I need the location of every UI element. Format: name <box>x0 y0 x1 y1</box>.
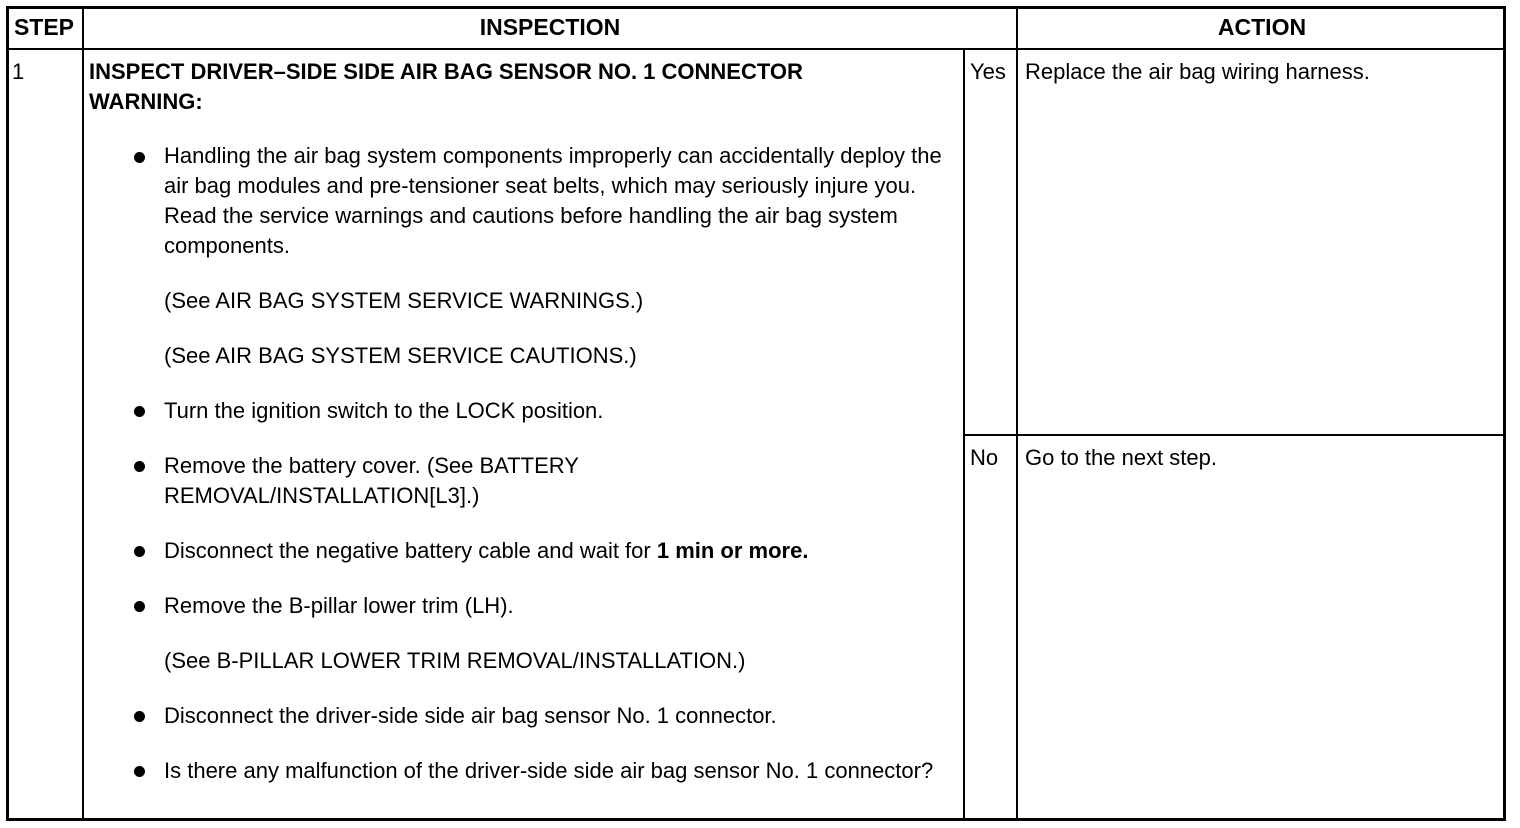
inspection-item: Disconnect the driver-side side air bag sensor No. 1 connector. <box>164 703 777 728</box>
header-step: STEP <box>13 13 75 40</box>
header-action: ACTION <box>1217 13 1307 40</box>
result-yes: Yes <box>970 59 1006 84</box>
inspection-reference: (See AIR BAG SYSTEM SERVICE CAUTIONS.) <box>164 343 637 368</box>
bullet-icon <box>134 406 145 417</box>
inspection-item: Is there any malfunction of the driver-side side air bag sensor No. 1 connector? <box>164 758 934 783</box>
header-divider <box>6 48 1506 50</box>
header-inspection: INSPECTION <box>479 13 621 40</box>
bullet-icon <box>134 766 145 777</box>
inspection-item: Remove the battery cover. (See BATTERY REMOVAL/INSTALLATION[L3].) <box>164 453 579 508</box>
result-no: No <box>970 445 999 470</box>
step-column-divider <box>82 6 84 821</box>
action-yes: Replace the air bag wiring harness. <box>1025 59 1370 84</box>
inspection-item: Turn the ignition switch to the LOCK position. <box>164 398 604 423</box>
inspection-title: INSPECT DRIVER–SIDE SIDE AIR BAG SENSOR NO. 1 CONNECTOR <box>89 59 803 84</box>
bullet-icon <box>134 461 145 472</box>
step-number: 1 <box>12 59 25 84</box>
bullet-icon <box>134 546 145 557</box>
wait-time-emphasis: 1 min or more. <box>656 538 809 563</box>
inspection-item-text: Disconnect the negative battery cable and wait for <box>164 538 657 563</box>
yes-no-divider <box>963 434 1506 436</box>
bullet-icon <box>134 152 145 163</box>
inspection-reference: (See B-PILLAR LOWER TRIM REMOVAL/INSTALLATION.) <box>164 648 746 673</box>
inspection-item: Handling the air bag system components improperly can accidentally deploy the air bag modules and pre-tensioner seat belts, which may seriously injure you. Read the service warnings and cautions before handling the air bag system components. <box>164 143 942 258</box>
bullet-icon <box>134 601 145 612</box>
bullet-icon <box>134 711 145 722</box>
inspection-reference: (See AIR BAG SYSTEM SERVICE WARNINGS.) <box>164 288 644 313</box>
action-no: Go to the next step. <box>1025 445 1218 470</box>
warning-label: WARNING: <box>89 89 203 114</box>
action-column-divider <box>1016 6 1018 821</box>
inspection-item <box>164 536 944 566</box>
inspection-item: Remove the B-pillar lower trim (LH). <box>164 593 514 618</box>
